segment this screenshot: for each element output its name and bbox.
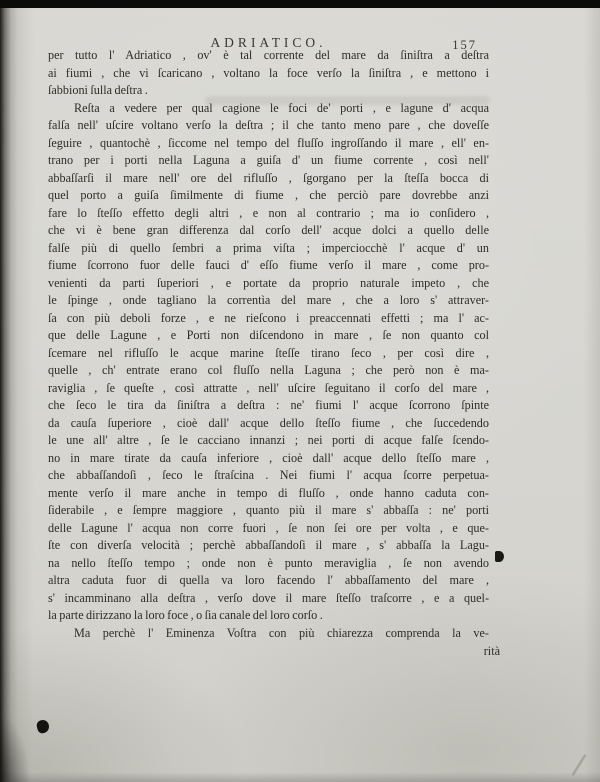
text-line: falſa nell' uſcire voltano verſo la deſtra ; il che tanto meno pare , che doveſſe [48, 118, 489, 132]
text-line: quel porto a guiſa ſimilmente di fiume , che perciò pare dovrebbe anzi [48, 188, 489, 202]
text-line: le ſpinge , onde tagliano la correntìa del mare , che a loro s' attraver- [48, 293, 489, 307]
text-line: delle Lagune l' acqua non corre fuori , ſe non ſei ore per volta , e que- [48, 520, 489, 535]
page-paper [0, 8, 600, 782]
text-line: da cauſa ſuperiore , cioè dall' acque dello ſteſſo fiume , che ſuccedendo [48, 415, 489, 430]
text-line: s' incamminano alla deſtra , verſo dove il mare ſteſſo traſcorre , e a quel- [48, 590, 489, 605]
text-line: che vi è bene gran differenza dal corſo dell' acque dolci a quello delle [48, 223, 489, 237]
text-line: na nello ſteſſo tempo ; onde non è punto meraviglia , ſe non avendo [48, 555, 489, 570]
catchword: rità [483, 644, 500, 658]
text-line: altra caduta fuor di quella va loro facendo l' abbaſſamento del mare , [48, 573, 489, 587]
text-line: fare lo ſteſſo effetto degli altri , e non al contrario ; ma io conſidero , [48, 205, 489, 220]
text-line: Ma perchè l' Eminenza Voſtra con più chiarezza comprenda la ve- [74, 625, 489, 640]
text-line: che ſeco le tira da ſiniſtra a deſtra : ne' fiumi l' acque ſcorrono ſpinte [48, 398, 489, 412]
gutter-shadow [0, 8, 36, 782]
text-line: venienti da parti ſuperiori , e portate da proprio naturale impeto , che [48, 275, 489, 290]
text-line: mente verſo il mare anche in tempo di fluſſo , onde hanno caduta con- [48, 485, 489, 500]
text-line: trano per i porti nella Laguna a guiſa d' un fiume corrente , così nell' [48, 153, 489, 167]
ink-spot-right-margin [495, 551, 504, 562]
text-line: abbaſſarſi il mare nell' ore del rifluſſo , ſgorgano per la ſteſſa bocca di [48, 170, 489, 185]
text-line: que delle Lagune , e Porti non diſcendono in mare , ſe non quanto col [48, 328, 489, 342]
page-edge-bottom [0, 772, 600, 782]
running-title: ADRIATICO. [210, 35, 327, 50]
text-line: ai fiumi , che vi ſcaricano , voltano la foce verſo la ſiniſtra , e mettono i [48, 65, 489, 80]
text-line: ſeguire , quantochè , ſiccome nel tempo del fluſſo ingroſſando il mare , ell' en- [48, 135, 489, 150]
text-line: fiume ſcorrono fuor delle fauci d' eſſo fiume verſo il mare , come pro- [48, 258, 489, 272]
text-line: le une all' altre , ſe le cacciano innanzi ; nei porti di acque falſe ſcendo- [48, 433, 489, 447]
page-number: 157 [452, 38, 477, 52]
text-line: ſa con più deboli forze , e ne rieſcono i preaccennati effetti ; ma l' ac- [48, 310, 489, 325]
text-line: Reſta a vedere per qual cagione le foci de' porti , e lagune d' acqua [74, 100, 489, 115]
text-line: ſabbioni ſulla deſtra . [48, 83, 148, 97]
ink-spot-bottom-left [36, 719, 51, 735]
text-line: ſiderabile , e ſempre maggiore , quanto più il mare s' abbaſſa : ne' porti [48, 503, 489, 517]
text-line: ſte con diverſa velocità ; perchè abbaſſandoſi il mare , s' abbaſſa la Lagu- [48, 538, 489, 552]
text-line: la parte dirizzano la loro foce , o ſia canale del loro corſo . [48, 608, 323, 622]
text-line: quelle , ch' entrate erano col fluſſo nella Laguna ; che però non è ma- [48, 363, 489, 377]
text-line: falſe più di quello ſembri a prima viſta ; imperciocchè l' acque d' un [48, 240, 489, 255]
page-body [48, 47, 489, 642]
page-edge-right [584, 8, 600, 782]
text-line: per tutto l' Adriatico , ov' è tal corrente del mare da ſiniſtra a deſtra [48, 48, 489, 62]
text-line: no in mare tirate da cauſa inferiore , cioè dall' acque dello ſteſſo mare , [48, 450, 489, 465]
text-line: ſcemare nel rifluſſo le acque marine ſteſſe tirano ſeco , per così dire , [48, 345, 489, 360]
text-line: raviglia , ſe queſte , così attratte , nell' uſcire ſeguitano il corſo del mare , [48, 380, 489, 395]
text-line: che abbaſſandoſi , ſeco le ſtraſcina . Nei fiumi l' acqua ſcorre perpetua- [48, 468, 489, 482]
